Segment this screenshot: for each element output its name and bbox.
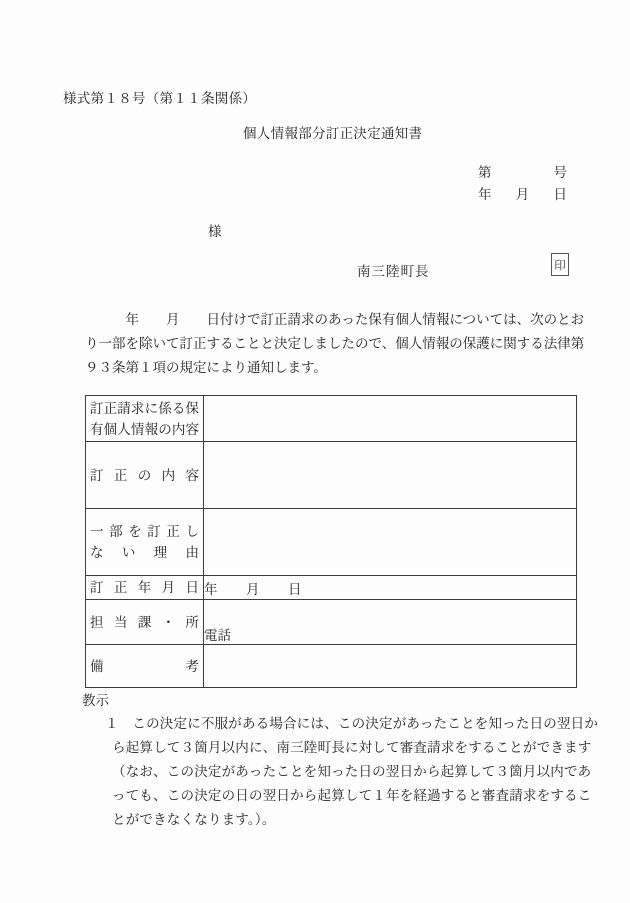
issue-date-line	[478, 183, 567, 203]
date-day-label: 日	[553, 187, 567, 202]
row-label-department: 担当課・所	[86, 600, 204, 645]
page-title: 個人情報部分訂正決定通知書	[243, 126, 423, 141]
row-label-correction-date: 訂正年月日	[86, 576, 204, 600]
doc-number-suffix: 号	[553, 165, 567, 180]
table-row-department	[86, 600, 577, 645]
row-value-department-phone: 電話	[204, 600, 577, 645]
body-paragraph	[85, 308, 590, 380]
appeal-instructions	[82, 690, 602, 832]
body-line: り一部を除いて訂正することと決定しましたので、個人情報の保護に関する法律第	[85, 336, 585, 351]
date-year-label: 年	[478, 187, 492, 202]
table-row-correction-content	[86, 442, 577, 509]
table-row-requested-info	[86, 396, 577, 442]
note-line: （なお、この決定があったことを知った日の翌日から起算して３箇月以内であ	[112, 764, 592, 779]
note-line: ら起算して３箇月以内に、南三陸町長に対して審査請求をすることができます	[112, 740, 592, 755]
body-line: 年 月 日付けで訂正請求のあった保有個人情報については、次のとお	[85, 312, 585, 327]
note-line: っても、この決定の日の翌日から起算して１年を経過すると審査請求をするこ	[112, 788, 592, 803]
body-line: ９３条第１項の規定により通知します。	[85, 360, 327, 375]
row-value-requested-info	[204, 396, 577, 442]
row-label-reason-not-corrected: 一部を訂正し ない理由	[86, 509, 204, 576]
addressee-honorific: 様	[208, 224, 222, 239]
row-value-correction-content	[204, 442, 577, 509]
sender-name: 南三陸町長	[357, 264, 430, 279]
table-row-reason-not-corrected	[86, 509, 577, 576]
row-label-requested-info: 訂正請求に係る保 有個人情報の内容	[86, 396, 204, 442]
seal-box	[551, 253, 569, 276]
seal-character: 印	[554, 259, 566, 272]
note-line: １ この決定に不服がある場合には、この決定があったことを知った日の翌日か	[105, 716, 599, 731]
doc-number-line	[478, 161, 567, 181]
appeal-instructions-heading: 教示	[82, 693, 109, 708]
row-value-remarks	[204, 645, 577, 688]
row-label-remarks: 備考	[86, 645, 204, 688]
table-row-correction-date	[86, 576, 577, 600]
row-value-correction-date: 年 月 日	[204, 576, 577, 600]
row-value-reason-not-corrected	[204, 509, 577, 576]
table-row-remarks	[86, 645, 577, 688]
doc-number-prefix: 第	[478, 165, 492, 180]
form-number: 様式第１８号（第１１条関係）	[63, 91, 257, 106]
row-label-correction-content: 訂正の内容	[86, 442, 204, 509]
note-line: とができなくなります。）。	[112, 812, 276, 827]
decision-table	[85, 395, 577, 688]
date-month-label: 月	[515, 187, 530, 202]
